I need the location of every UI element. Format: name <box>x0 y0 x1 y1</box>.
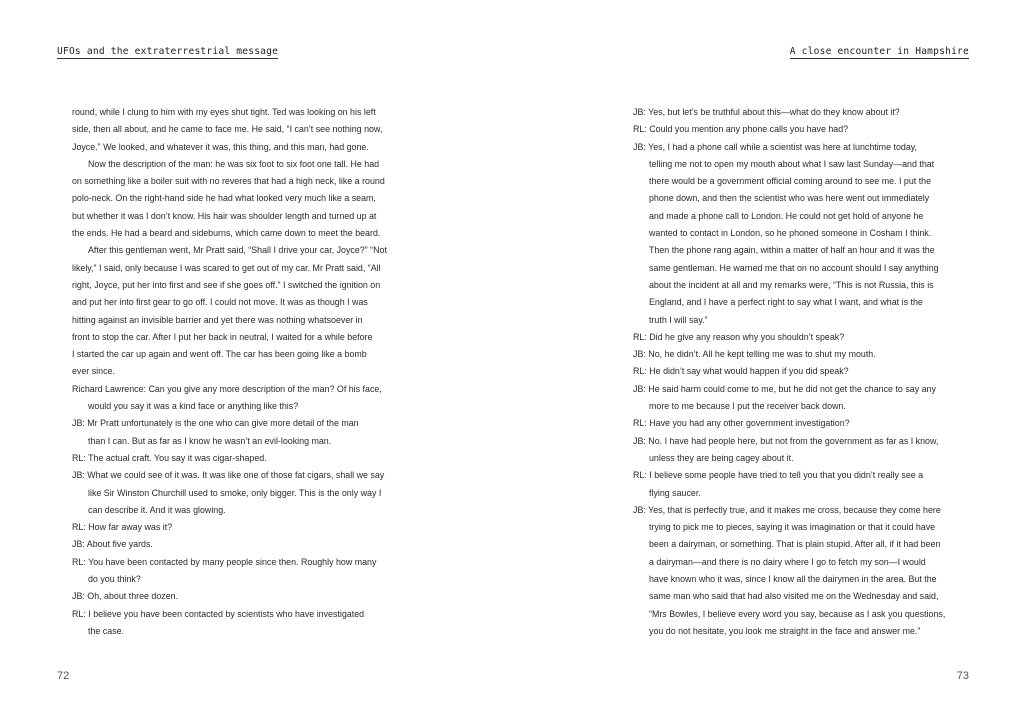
text-line: RL: I believe you have been contacted by scientists who have investigated <box>72 608 365 619</box>
text-line: RL: How far away was it? <box>72 522 173 533</box>
text-line: telling me not to open my mouth about what I saw last Sunday—and that <box>649 158 935 169</box>
text-line: same man who said that had also visited me on the Wednesday and said, <box>649 591 939 602</box>
text-line: Then the phone rang again, within a matter of half an hour and it was the <box>649 245 935 256</box>
text-line: RL: You have been contacted by many people since then. Roughly how many <box>72 556 377 567</box>
running-head-right: A close encounter in Hampshire <box>789 46 969 57</box>
right-page-text <box>633 104 963 640</box>
text-line: round, while I clung to him with my eyes shut tight. Ted was looking on his left <box>72 107 376 117</box>
text-line: more to me because I put the receiver back down. <box>649 401 846 412</box>
text-line: the ends. He had a beard and sideburns, which came down to meet the beard. <box>72 228 381 239</box>
text-line: JB: Yes, but let’s be truthful about this—what do they know about it? <box>633 107 900 117</box>
text-line: on something like a boiler suit with no reveres that had a high neck, like a round <box>72 176 385 187</box>
text-line: been a dairyman, or something. That is plain stupid. After all, if it had been <box>649 539 941 550</box>
text-line: RL: I believe some people have tried to tell you that you didn’t really see a <box>633 470 924 481</box>
text-line: the case. <box>88 625 125 636</box>
text-line: truth I will say.” <box>649 314 708 325</box>
text-line: hitting against an invisible barrier and yet there was nothing whatsoever in <box>72 314 363 325</box>
text-line: Richard Lawrence: Can you give any more description of the man? Of his face, <box>72 383 382 394</box>
text-line: a dairyman—and there is no dairy where I go to fetch my son—I would <box>649 556 926 567</box>
page-number-left: 72 <box>57 670 70 682</box>
text-line: RL: Have you had any other government investigation? <box>633 418 850 429</box>
text-line: RL: He didn’t say what would happen if you did speak? <box>633 366 849 377</box>
text-line: and made a phone call to London. He could not get hold of anyone he <box>649 210 924 221</box>
text-line: and put her into first gear to go off. I could not move. It was as though I was <box>72 297 368 308</box>
text-line: ever since. <box>72 366 115 377</box>
text-line: JB: Mr Pratt unfortunately is the one who can give more detail of the man <box>72 418 359 429</box>
text-line: I started the car up again and went off. The car has been going like a bomb <box>72 349 367 360</box>
text-line: After this gentleman went, Mr Pratt said, “Shall I drive your car, Joyce?” “Not <box>88 245 387 256</box>
text-line: trying to pick me to pieces, saying it was imagination or that it could have <box>649 522 936 533</box>
text-line: phone down, and then the scientist who was here went out immediately <box>649 193 930 204</box>
text-line: JB: About five yards. <box>72 539 153 550</box>
running-head-left: UFOs and the extraterrestrial message <box>57 46 279 57</box>
text-line: do you think? <box>88 574 141 585</box>
text-line: JB: No, he didn’t. All he kept telling me was to shut my mouth. <box>633 349 876 360</box>
text-line: Now the description of the man: he was six foot to six foot one tall. He had <box>88 158 380 169</box>
left-page-text <box>72 104 402 640</box>
text-line: JB: What we could see of it was. It was like one of those fat cigars, shall we say <box>72 470 385 481</box>
text-line: wanted to contact in London, so he phoned someone in Cosham I think. <box>649 228 932 239</box>
text-line: England, and I have a perfect right to say what I want, and what is the <box>649 297 923 308</box>
text-line: same gentleman. He warned me that on no account should I say anything <box>649 262 939 273</box>
text-line: about the incident at all and my remarks were, “This is not Russia, this is <box>649 279 934 290</box>
text-line: flying saucer. <box>649 487 701 498</box>
text-line: but whether it was I don’t know. His hair was shoulder length and turned up at <box>72 210 377 221</box>
text-line: polo-neck. On the right-hand side he had what looked very much like a seam, <box>72 193 376 204</box>
text-line: than I can. But as far as I know he wasn’t an evil-looking man. <box>88 435 332 446</box>
text-line: JB: No. I have had people here, but not from the government as far as I know, <box>633 435 939 446</box>
text-line: unless they are being cagey about it. <box>649 452 794 463</box>
text-line: likely,” I said, only because I was scared to get out of my car. Mr Pratt said, “All <box>72 262 381 273</box>
text-line: RL: Could you mention any phone calls you have had? <box>633 124 849 135</box>
text-line: would you say it was a kind face or anything like this? <box>88 401 299 412</box>
page-number-right: 73 <box>956 670 969 682</box>
text-line: front to stop the car. After I put her back in neutral, I waited for a while before <box>72 331 373 342</box>
text-line: Joyce.” We looked, and whatever it was, this thing, and this man, had gone. <box>72 141 369 152</box>
text-line: you do not hesitate, you look me straight in the face and answer me.” <box>649 625 921 636</box>
text-line: right, Joyce, put her into first and see if she goes off.” I switched the ignition on <box>72 279 381 290</box>
text-line: JB: He said harm could come to me, but he did not get the chance to say any <box>633 383 936 394</box>
text-line: there would be a government official coming around to see me. I put the <box>649 176 932 187</box>
text-line: RL: Did he give any reason why you shouldn’t speak? <box>633 331 845 342</box>
text-line: JB: Yes, I had a phone call while a scientist was here at lunchtime today, <box>633 141 917 152</box>
text-line: JB: Oh, about three dozen. <box>72 591 179 602</box>
text-line: like Sir Winston Churchill used to smoke, only bigger. This is the only way I <box>88 487 382 498</box>
text-line: can describe it. And it was glowing. <box>88 504 226 515</box>
text-line: RL: The actual craft. You say it was cigar-shaped. <box>72 452 267 463</box>
text-line: “Mrs Bowles, I believe every word you say, because as I ask you questions, <box>649 608 946 619</box>
right-page <box>512 0 1024 717</box>
text-line: side, then all about, and he came to face me. He said, “I can’t see nothing now, <box>72 124 383 135</box>
text-line: JB: Yes, that is perfectly true, and it makes me cross, because they come here <box>633 504 941 515</box>
text-line: have known who it was, since I know all the dairymen in the area. But the <box>649 574 937 585</box>
